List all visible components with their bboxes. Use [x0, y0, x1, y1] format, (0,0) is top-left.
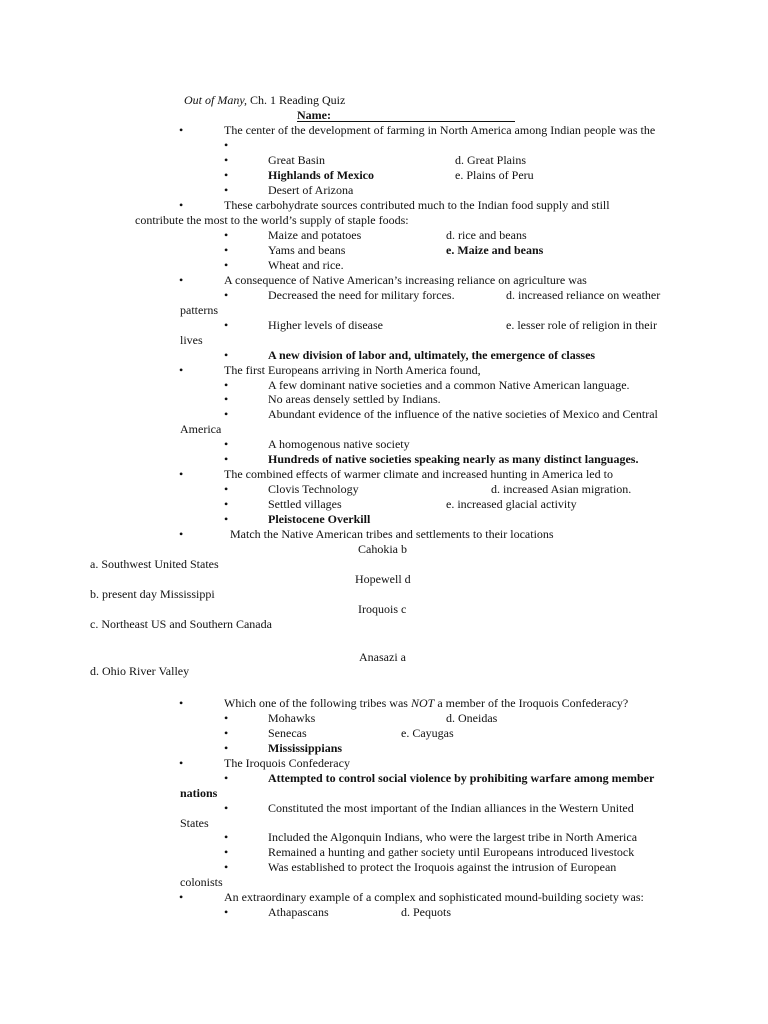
name-field-line[interactable] [297, 121, 515, 122]
bullet-q8-d: • [224, 845, 229, 859]
bullet-q4-b: • [224, 392, 229, 406]
q2-option-e-answer: e. Maize and beans [446, 243, 544, 257]
q4-option-b: No areas densely settled by Indians. [268, 392, 441, 406]
q2-stem-cont: contribute the most to the world’s supply of staple foods: [135, 213, 409, 227]
q4-option-a: A few dominant native societies and a common Native American language. [268, 378, 630, 392]
q8-option-d: Remained a hunting and gather society until Europeans introduced livestock [268, 845, 635, 859]
q8-option-b-cont: States [180, 816, 209, 830]
quiz-title [184, 93, 345, 107]
q7-stem-pre: Which one of the following tribes was [224, 696, 411, 710]
q2-option-b: Yams and beans [268, 243, 346, 257]
q7-stem-emphasis: NOT [410, 696, 435, 710]
q4-option-e-answer: Hundreds of native societies speaking nearly as many distinct languages. [268, 452, 639, 466]
q1-option-b-answer: Highlands of Mexico [268, 168, 375, 182]
q3-option-b: Higher levels of disease [268, 318, 383, 332]
q4-stem: The first Europeans arriving in North America found, [224, 363, 481, 377]
q6-location-b: b. present day Mississippi [90, 587, 215, 601]
q6-match-cahokia: Cahokia b [358, 542, 407, 556]
q8-option-a-answer: Attempted to control social violence by prohibiting warfare among member [268, 771, 655, 785]
q7-option-a: Mohawks [268, 711, 316, 725]
bullet-q4: • [179, 363, 184, 377]
q5-option-d: d. increased Asian migration. [491, 482, 632, 496]
q8-stem: The Iroquois Confederacy [224, 756, 350, 770]
q9-stem: An extraordinary example of a complex and sophisticated mound-building society was: [224, 890, 644, 904]
q7-stem [224, 696, 628, 710]
bullet-q3-c: • [224, 348, 229, 362]
bullet-q1-c: • [224, 183, 229, 197]
bullet-q3-b: • [224, 318, 229, 332]
bullet-q9-a: • [224, 905, 229, 919]
q4-option-d: A homogenous native society [268, 437, 410, 451]
bullet-q7-b: • [224, 726, 229, 740]
quiz-subtitle: Ch. 1 Reading Quiz [247, 93, 346, 107]
q8-option-e-cont: colonists [180, 875, 223, 889]
bullet-q4-c: • [224, 407, 229, 421]
bullet-q7-c: • [224, 741, 229, 755]
q1-option-c: Desert of Arizona [268, 183, 354, 197]
q5-stem: The combined effects of warmer climate and increased hunting in America led to [224, 467, 613, 481]
q8-option-c: Included the Algonquin Indians, who were the largest tribe in North America [268, 830, 638, 844]
bullet-q2: • [179, 198, 184, 212]
q7-option-d: d. Oneidas [446, 711, 498, 725]
bullet-q8-c: • [224, 830, 229, 844]
q2-option-c: Wheat and rice. [268, 258, 344, 272]
q8-option-e: Was established to protect the Iroquois against the intrusion of European [268, 860, 617, 874]
bullet-q1: • [179, 123, 184, 137]
q6-location-d: d. Ohio River Valley [90, 664, 190, 678]
book-title: Out of Many, [184, 93, 247, 107]
q5-option-a: Clovis Technology [268, 482, 359, 496]
q3-option-d: d. increased reliance on weather [506, 288, 661, 302]
bullet-q1-b: • [224, 168, 229, 182]
q7-option-e: e. Cayugas [401, 726, 454, 740]
q3-option-c-answer: A new division of labor and, ultimately, the emergence of classes [268, 348, 596, 362]
bullet-q7: • [179, 696, 184, 710]
q5-option-e: e. increased glacial activity [446, 497, 577, 511]
bullet-q2-a: • [224, 228, 229, 242]
bullet-q7-a: • [224, 711, 229, 725]
bullet-q1-blank: • [224, 138, 229, 152]
q2-stem: These carbohydrate sources contributed much to the Indian food supply and still [224, 198, 610, 212]
q1-stem: The center of the development of farming in North America among Indian people was the [224, 123, 656, 137]
bullet-q5-c: • [224, 512, 229, 526]
q9-option-d: d. Pequots [401, 905, 452, 919]
bullet-q1-a: • [224, 153, 229, 167]
bullet-q8-a: • [224, 771, 229, 785]
bullet-q4-d: • [224, 437, 229, 451]
q5-option-c-answer: Pleistocene Overkill [268, 512, 371, 526]
bullet-q2-b: • [224, 243, 229, 257]
q7-stem-post: a member of the Iroquois Confederacy? [434, 696, 629, 710]
q2-option-d: d. rice and beans [446, 228, 527, 242]
q1-option-a: Great Basin [268, 153, 325, 167]
q1-option-d: d. Great Plains [455, 153, 526, 167]
q3-option-d-cont: patterns [180, 303, 218, 317]
q4-option-c: Abundant evidence of the influence of the native societies of Mexico and Central [268, 407, 658, 421]
q6-stem: Match the Native American tribes and settlements to their locations [230, 527, 554, 541]
bullet-q6: • [179, 527, 184, 541]
q3-option-e: e. lesser role of religion in their [506, 318, 657, 332]
q3-option-e-cont: lives [180, 333, 203, 347]
bullet-q8: • [179, 756, 184, 770]
bullet-q3-a: • [224, 288, 229, 302]
q3-stem: A consequence of Native American’s increasing reliance on agriculture was [224, 273, 587, 287]
bullet-q8-b: • [224, 801, 229, 815]
bullet-q5: • [179, 467, 184, 481]
q6-location-c: c. Northeast US and Southern Canada [90, 617, 272, 631]
q6-match-hopewell: Hopewell d [355, 572, 411, 586]
bullet-q5-b: • [224, 497, 229, 511]
bullet-q2-c: • [224, 258, 229, 272]
q5-option-b: Settled villages [268, 497, 342, 511]
q9-option-a: Athapascans [268, 905, 329, 919]
q4-option-c-cont: America [180, 422, 222, 436]
bullet-q8-e: • [224, 860, 229, 874]
q8-option-b: Constituted the most important of the Indian alliances in the Western United [268, 801, 634, 815]
bullet-q5-a: • [224, 482, 229, 496]
q1-option-e: e. Plains of Peru [455, 168, 534, 182]
q6-match-anasazi: Anasazi a [359, 650, 406, 664]
bullet-q3: • [179, 273, 184, 287]
q7-option-b: Senecas [268, 726, 307, 740]
q2-option-a: Maize and potatoes [268, 228, 362, 242]
q6-match-iroquois: Iroquois c [358, 602, 407, 616]
q7-option-c-answer: Mississippians [268, 741, 343, 755]
name-label: Name: [297, 108, 331, 122]
bullet-q9: • [179, 890, 184, 904]
bullet-q4-e: • [224, 452, 229, 466]
q3-option-a: Decreased the need for military forces. [268, 288, 455, 302]
q8-option-a-cont: nations [180, 786, 218, 800]
bullet-q4-a: • [224, 378, 229, 392]
q6-location-a: a. Southwest United States [90, 557, 219, 571]
